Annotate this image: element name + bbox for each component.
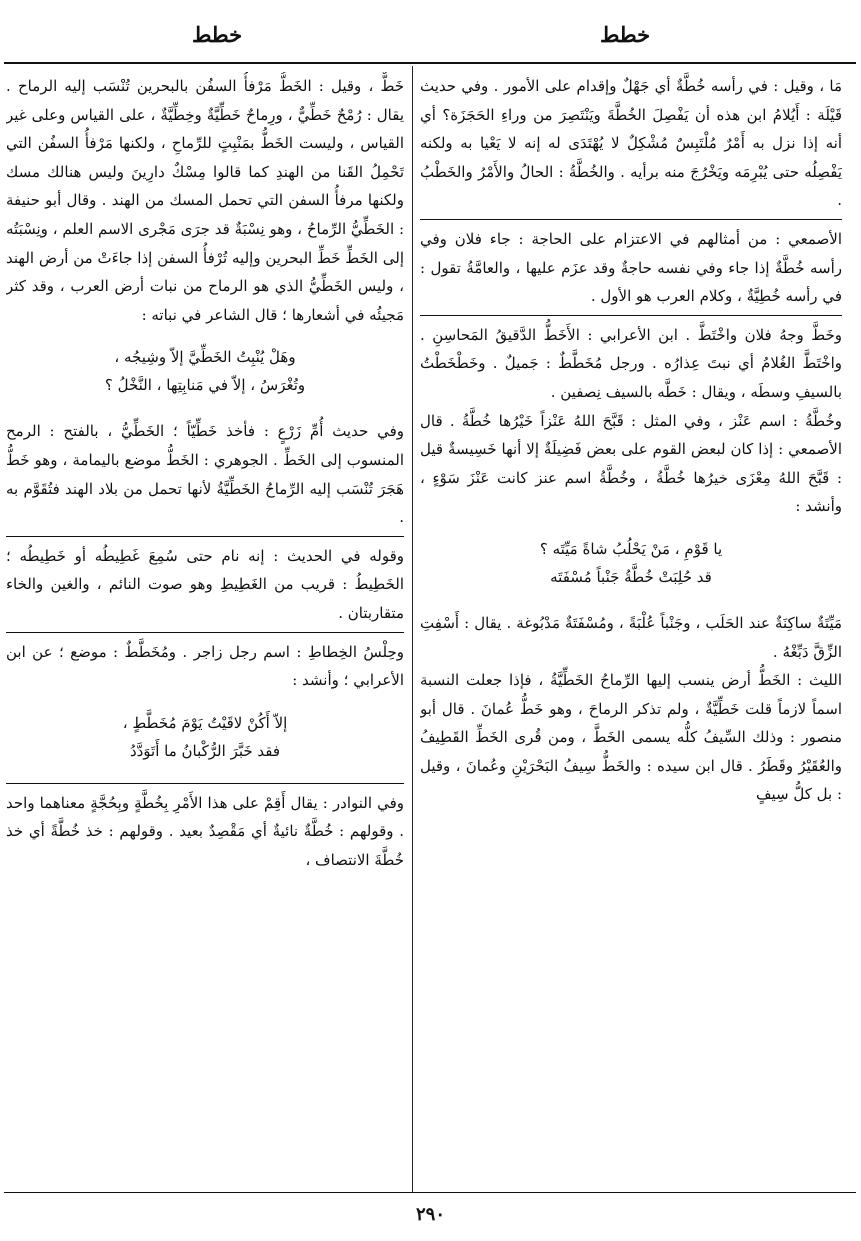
verse-line: فقد خَبَّرَ الرُّكْبانُ ما أَتَوَدَّدُ [129, 741, 281, 760]
verse [420, 535, 842, 591]
left-headword: خطط [192, 22, 243, 47]
right-headword: خطط [600, 22, 651, 47]
right-column [420, 72, 842, 1188]
paragraph: وفي حديث أُمِّ زَرْعٍ : فأخذ خَطِّيّاً ؛ الخَطِّيُّ ، بالفتح : الرمح المنسوب إلى الخَطِّ . الجوهري : الخَطُّ موضع باليمامة ، وهو خَطُّ هَجَرَ تُنْسَب إليه الرِّماحُ الخَطِّيَّةُ لأنها تحمل من بلاد الهند فتُقَوَّم به . [6, 422, 404, 527]
paragraph: وخُطَّةُ : اسم عَنْز ، وفي المثل : قَبَّحَ اللهُ عَنْزاً خَيْرُها خُطَّةُ . قال الأصمعي : إذا كان لبعض القوم على بعض فَضِيلَةٌ إلا أنها خَسِيسةٌ قيل : قَبَّحَ اللهُ مِعْزَى خيرُها خُطَّةُ ، وخُطَّةُ اسم عنز كانت عَنْزَ سَوْءٍ ، وأنشد : [420, 411, 842, 516]
bottom-rule [4, 1192, 856, 1193]
verse-line: إلاّ أَكُنْ لاقَيْتُ يَوْمَ مُخَطَّطٍ ، [122, 713, 288, 732]
paragraph: وخَطَّ وجهُ فلان واخْتَطَّ . ابن الأعرابي : الأَخَطُّ الدَّقيقُ المَحاسِنِ . واخْتَطَّ الغُلامُ أي نبتَ عِذارُه . ورجل مُخَطَّطٌ : جَميلٌ . وخَطْخَطْتُ بالسيفِ وسطَه ، ويقال : خَطَّه بالسيف نِصفين . [420, 315, 842, 407]
paragraph: وفي النوادر : يقال أَقِمْ على هذا الأَمْرِ بِخُطَّةٍ وبِحُجَّةٍ معناهما واحد . وقولهم : خُطَّةٌ نائيةٌ أي مَقْصِدٌ بعيد . وقولهم : خذ خُطَّةً أي خذ خُطَّةَ الانتصاف ، [6, 783, 404, 875]
paragraph: الليث : الخَطُّ أرض ينسب إليها الرِّماحُ الخَطِّيَّةُ ، فإذا جعلت النسبة اسماً لازماً قلت خَطِّيَّةٌ ، ولم تذكر الرماحَ ، وهو خَطُّ عُمانَ . قال أبو منصور : وذلك السِّيفُ كلُّه يسمى الخَطَّ ، ومن قُرى الخَطِّ القَطِيفُ والعُقَيْرُ وقَطَرُ . قال ابن سيده : والخَطُّ سِيفُ البَحْرَيْنِ وعُمانَ ، وقيل : بل كلُّ سِيفٍ [420, 671, 842, 804]
paragraph: خَطٌّ ، وقيل : الخَطُّ مَرْفأُ السفُن بالبحرين تُنْسَب إليه الرماح . يقال : رُمْحٌ خَطِّيٌّ ، ورِماحٌ خَطِّيَّةٌ وخِطِّيَّةٌ ، على القياس وعلى غير القياس ، وليست الخَطُّ بمَنْبِتٍ للرِّماحِ ، ولكنها مَرْفأُ السفُن التي تَحْمِلُ القَنا من الهندِ كما قالوا مِسْكٌ دارِينَ وليس هنالك مسك ولكنها مرفأُ السفن التي تحمل المسك من الهند . وقال أبو حنيفة : الخَطِّيُّ الرِّماحُ ، وهو نِسْبَةٌ قد جرَى مَجْرى الاسم العلم ، ونِسْبَتُه إلى الخَطِّ خَطِّ البحرين وإليه تُرْفأُ السفن إذا جاءَتْ من أرض الهند ، وليس الخَطِّيُّ الذي هو الرماح من نبات أرض العرب ، وقد كثر مَجيئُه في أشعارها ؛ قال الشاعر في نباته : [6, 77, 404, 324]
verse [6, 709, 404, 765]
page-number: ٢٩٠ [415, 1204, 445, 1225]
verse-line: وتُغْرَسُ ، إلاّ في مَنابِتِها ، النَّخْلُ ؟ [104, 376, 306, 395]
paragraph: وحِلْسُ الخِطاطِ : اسم رجل زاجر . ومُخَطَّطٌ : موضع ؛ عن ابن الأعرابي ؛ وأنشد : [6, 632, 404, 695]
paragraph: وقوله في الحديث : إنه نام حتى سُمِعَ غَطِيطُه أو خَطِيطُه ؛ الخَطِيطُ : قريب من الغَطِيطِ وهو صوت النائم ، والغين والخاء متقاربتان . [6, 536, 404, 628]
top-rule [4, 62, 856, 64]
paragraph: الأصمعي : من أمثالهم في الاعتزام على الحاجة : جاء فلان وفي رأسه خُطَّةٌ إذا جاء وفي نفسه حاجةٌ وقد عزَم عليها ، والعامَّةُ تقول : في رأسه خُطِيَّةٌ ، وكلام العرب هو الأول . [420, 219, 842, 311]
paragraph: مَيِّتَةٌ ساكِنَةٌ عند الحَلَب ، وجَنْباً عُلْبَةً ، ومُسْفَتَةٌ مَدْبُوغة . يقال : أَسْفِتِ الزِّقَّ دَبِّغْهُ . [420, 613, 842, 661]
verse-line: قد حُلِبَتْ خُطَّةُ جَنْباً مُسْفَتَه [550, 567, 712, 586]
verse [6, 343, 404, 399]
left-column [6, 72, 404, 1188]
verse-line: يا قَوْمِ ، مَنْ يَحْلُبُ شاةً مَيِّتَه ؟ [539, 539, 723, 558]
verse-line: وهَلْ يُنْبِتُ الخَطِّيَّ إلاّ وشِيجُه ، [114, 348, 296, 367]
column-divider [412, 66, 413, 1192]
paragraph: مَا ، وقيل : في رأسه خُطَّةٌ أي جَهْلٌ وإقدام على الأمور . وفي حديث قَيْلَة : أَيُلامُ ابن هذه أن يَفْصِلَ الخُطَّةَ ويَنْتَصِرَ من وراءِ الحَجَزَة؟ أي أنه إذا نزل به أَمْرٌ مُلْتَبِسٌ مُشْكِلٌ لا يُهْتَدَى له إنه لا يَعْيا به ولكنه يَفْصِلُه حتى يُبْرِمَه ويَخْرُجَ منه برأيه . والخُطَّةُ : الحالُ والأَمْرُ والخَطْبُ . [420, 77, 842, 210]
